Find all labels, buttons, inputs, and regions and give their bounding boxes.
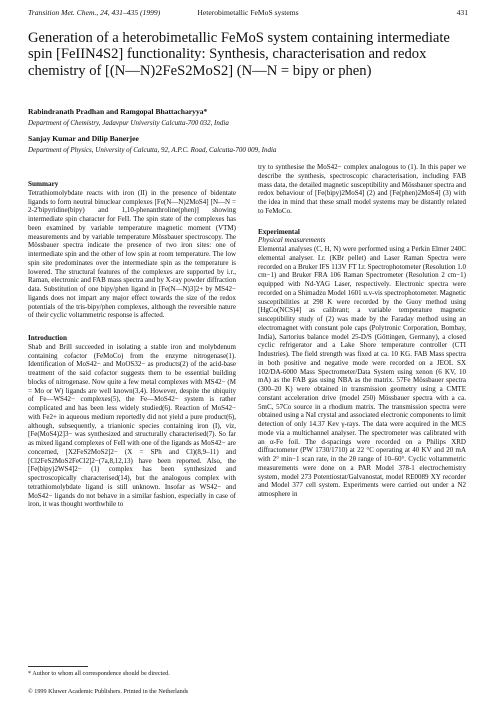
page-number: 431	[456, 8, 468, 17]
copyright-line: © 1999 Kluwer Academic Publishers. Printed in the Netherlands	[28, 688, 189, 695]
summary-heading: Summary	[28, 180, 59, 188]
right-column	[258, 163, 466, 499]
physical-measurements-text: Elemental analyses (C, H, N) were performed using a Perkin Elmer 240C elemental analyser. I.r. (KBr pellet) and Laser Raman Spectra were recorded on a Bruker IFS 113V FT I.r. Spectrophotometer (Resolution 1.0 cm−1) and Bruker FRA 106 Raman Spectrometer (Resolution 2 cm−1) equipped with Nd-YAG Laser, respectively. Electronic spectra were recorded on a Shimadzu Model 1601 u.v-vis spectrophotometer. Magnetic susceptibilities at 298 K were recorded by the Guoy method using [HgCo(NCS)4] as calibrant; a variable temperature magnetic susceptibility study of (2) was made by the Faraday method using an electromagnet with constant pole caps (Polytronic Corporation, Bombay, India), Sartorius balance model 25-D/S (Göttingen, Germany), a closed cyclic refrigerator and a Lake Shore temperature controller (CTI Industries). The field strength was fixed at ca. 10 KG. FAB Mass spectra in both positive and negative mode were recorded on a JEOL SX 102/DA-6000 Mass Spectrometer/Data System using xenon (6 KV, 10 mA) as the FAB gas using NBA as the matrix. 57Fe Mössbauer spectra (300–20 K) were obtained in transmission geometry using a CMTE constant acceleration drive (model 250) Mössbauer spectra with a ca. 5mC, 57Co source in a rhodium matrix. The transmission spectra were obtained using a NaI crystal and associated electronic components to limit detection of only 14.37 Kev γ-rays. The data were acquired in the MCS mode via a multichannel analyser. The spectrometer was calibrated with an α-Fe foil. The d-spacings were recorded on a Philips XRD diffractometer (PW 1730/1710) at 22 °C operating at 40 KV and 20 mA with 2° min−1 scan rate, in the 2θ range of 10–60°. Cyclic voltammetric measurements were done on a PAR Model 378-1 electrochemistry system, model 273 Potentiostat/Galvanostat, model RE0089 XY recorder and Model 377 cell system. Experiments were carried out under a N2 atmosphere in	[258, 245, 467, 498]
authors-jadavpur: Rabindranath Pradhan and Ramgopal Bhattacharyya*	[28, 107, 208, 116]
left-column	[28, 180, 236, 509]
article-title: Generation of a heterobimetallic FeMoS system containing intermediate spin [FeIIN4S2] functionality: Synthesis, characterisation and redox chemistry of [(N—N)2FeS2MoS2] (N—N = bipy or phen)	[28, 30, 450, 79]
running-header	[28, 8, 468, 20]
authors-calcutta: Sanjay Kumar and Dilip Banerjee	[28, 134, 139, 143]
footnote-rule	[28, 666, 88, 667]
introduction-continued-text: try to synthesise the MoS42− complex analogous to (1). In this paper we describe the synthesis, spectroscopic characterisation, including FAB mass data, the detailed magnetic susceptibility and Mössbauer spectra and redox behaviour of [Fe(bipy)2MoS4] (2) and [Fe(phen)2MoS4] (3) with the idea in mind that these small model systems may be distantly related to FeMoCo.	[258, 163, 466, 215]
introduction-heading: Introduction	[28, 334, 68, 342]
introduction-text: Shab and Brill succeeded in isolating a stable iron and molybdenum containing cofactor (FeMoCo) from the enzyme nitrogenase(1). Identification of MoS42− and MoOS32− as products(2) of the acid-base treatment of the said cofactor suggests them to be essential building blocks of nitrogenase. Now quite a few metal complexes with MS42− (M = Mo or W) ligands are well known(3,4). However, despite the ubiquity of Fe—WS42− complexes(5), the Fe—MoS42− system is rather complicated and has been less widely studied(6). Reaction of MoS42− with Fe2+ in aqueous medium reportedly did not yield a pure product(6), although, subsequently, a trianionic species containing iron (I), viz, [Fe(MoS4)2]3− was synthesized and structurally characterised(7). So far as mixed ligand complexes of FeII with one of the ligands as MoS42− are concerned, [X2FeS2MoS2]2− (X = SPh and Cl)(8,9–11) and [Cl2FeS2MoS2FeCl2]2−(7a,8,12,13) have been reported. Also, the [Fe(bipy)2WS4]2− (1) complex has been synthesized and spectroscopically characterised(14), but the analogous complex with tetrathiomolybdate ligand is still unknown. Insofar as WS42− and MoS42− ligands do not behave in a similar fashion, especially in case of iron, it was thought worthwhile to	[28, 342, 236, 509]
affiliation-jadavpur: Department of Chemistry, Jadavpur University Calcutta-700 032, India	[28, 119, 229, 127]
running-title: Heterobimetallic FeMoS systems	[197, 8, 299, 17]
affiliation-calcutta: Department of Physics, University of Calcutta, 92, A.P.C. Road, Calcutta-700 009, India	[28, 146, 277, 154]
experimental-heading: Experimental	[258, 227, 300, 236]
journal-citation: Transition Met. Chem., 24, 431–435 (1999)	[28, 8, 161, 17]
corresponding-author-footnote: * Author to whom all correspondence should be directed.	[28, 670, 170, 677]
summary-text: Tetrathiomolybdate reacts with iron (II) in the presence of bidentate ligands to form neutral binuclear complexes [Fe(N—N)2MoS4] [N—N = 2-2′bipyridine(bipy) and 1,10-phenanthroline(phen)] showing intermediate spin character for FeII. The spin state of the complexes has been examined by variable temperature magnetic moment (VTM) measurements and by variable temperature Mössbauer spectroscopy. The Mössbauer spectra indicate the presence of two iron sites: one of intermediate spin and the other of low spin at room temperature. The low spin site predominates over the intermediate spin as the temperature is lowered. The structural features of the complexes are supported by i.r., Raman, electronic and FAB mass spectra and by X-ray powder diffraction data. Substitution of one bipy/phen ligand in [Fe(N—N)3]2+ by MS42− ligands does not impart any major effect towards the size of the redox potentials of the tris-bipy/phen complexes, although the reversible nature of their cyclic voltammetric response is affected.	[28, 188, 236, 320]
physical-measurements-heading: Physical measurements	[258, 236, 326, 245]
